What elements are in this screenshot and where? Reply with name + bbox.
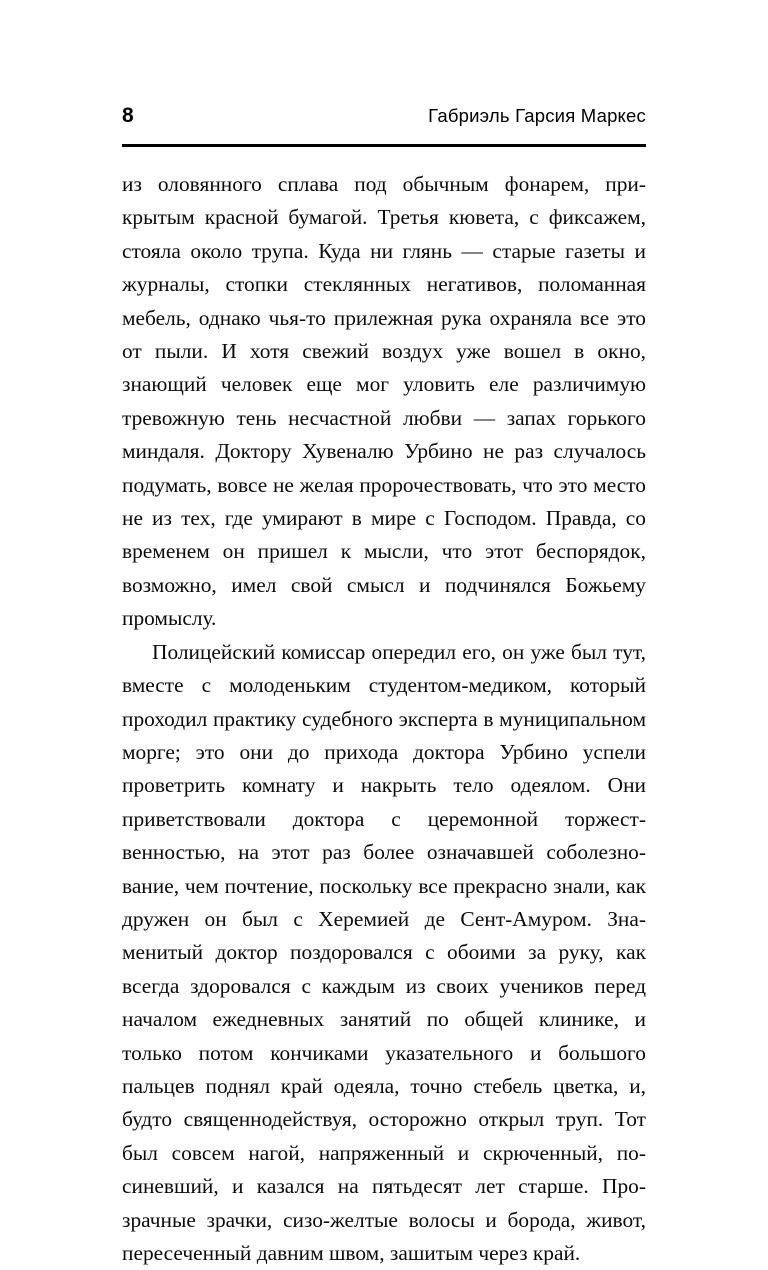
paragraph-2: Полицейский комиссар опередил его, он уже был тут, вместе с молоденьким студентом-медиком, который проходил практику судебного эксперта в муниципальном морге; это они до прихода доктора Урбино успели проветрить комнату и накрыть тело одеялом. Они приветствовали доктора с церемонной торжественностью, на этот раз более означавшей соболезнование, чем почтение, поскольку все прекрасно знали, как дружен он был с Херемией де Сент-Амуром. Знаменитый доктор поздоровался с обоими за руку, как всегда здоровался с каждым из своих учеников перед началом ежедневных занятий по общей клинике, и только потом кончиками указательного и большого пальцев поднял край одеяла, точно стебель цветка, и, будто священнодействуя, осторожно открыл труп. Тот был совсем нагой, напряженный и скрюченный, посиневший, и казался на пятьдесят лет старше. Прозрачные зрачки, сизо-желтые волосы и борода, живот, пересеченный давним швом, зашитым через край.: [122, 639, 646, 1265]
page-header: [122, 104, 646, 128]
running-title: Габриэль Гарсия Маркес: [428, 105, 646, 126]
paragraph-1: из оловянного сплава под обычным фонарем, прикрытым красной бумагой. Третья кювета, с фиксажем, стояла около трупа. Куда ни глянь — старые газеты и журналы, стопки стеклянных негативов, поломанная мебель, однако чья-то прилежная рука охраняла все это от пыли. И хотя свежий воздух уже вошел в окно, знающий человек еще мог уловить еле различимую тревожную тень несчастной любви — запах горького миндаля. Доктору Хувеналю Урбино не раз случалось подумать, вовсе не желая пророчествовать, что это место не из тех, где умирают в мире с Господом. Правда, со временем он пришел к мысли, что этот беспорядок, возможно, имел свой смысл и подчинялся Божьему промыслу.: [122, 172, 646, 631]
body-text: [122, 168, 646, 1270]
page-number: 8: [122, 104, 134, 127]
header-divider: [122, 144, 646, 147]
